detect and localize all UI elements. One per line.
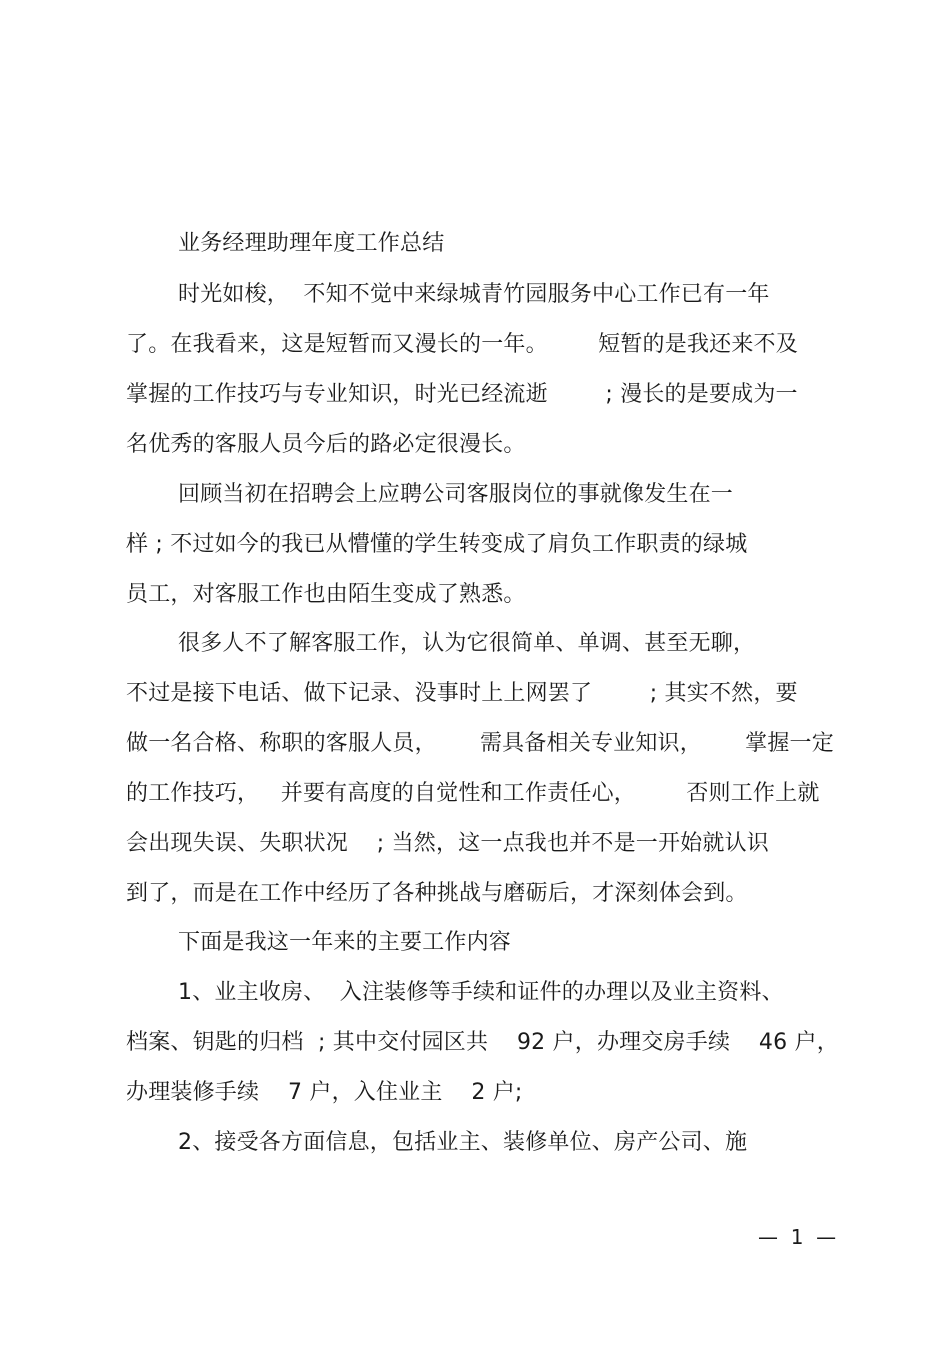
paragraph-line: 样 ; 不过如今的我已从懵懂的学生转变成了肩负工作职责的绿城 <box>126 532 748 557</box>
paragraph-line: 时光如梭， 不知不觉中来绿城青竹园服务中心工作已有一年 <box>178 282 770 307</box>
paragraph-line: 掌握的工作技巧与专业知识，时光已经流逝 ; 漫长的是要成为一 <box>126 382 798 407</box>
paragraph-line: 会出现失误、失职状况 ; 当然，这一点我也并不是一开始就认识 <box>126 831 769 856</box>
paragraph-line: 名优秀的客服人员今后的路必定很漫长。 <box>126 432 526 457</box>
paragraph-line: 不过是接下电话、做下记录、没事时上上网罢了 ; 其实不然，要 <box>126 681 798 706</box>
paragraph-line: 下面是我这一年来的主要工作内容 <box>178 930 512 955</box>
paragraph-line: 做一名合格、称职的客服人员， 需具备相关专业知识， 掌握一定 <box>126 731 834 756</box>
list-item-continuation: 办理装修手续 7 户，入住业主 2 户; <box>126 1080 523 1105</box>
paragraph-line: 了。在我看来，这是短暂而又漫长的一年。 短暂的是我还来不及 <box>126 332 798 357</box>
paragraph-line: 的工作技巧， 并要有高度的自觉性和工作责任心， 否则工作上就 <box>126 781 820 806</box>
paragraph-line: 员工，对客服工作也由陌生变成了熟悉。 <box>126 582 526 607</box>
document-title: 业务经理助理年度工作总结 <box>178 231 445 256</box>
paragraph-line: 到了，而是在工作中经历了各种挑战与磨砺后，才深刻体会到。 <box>126 881 748 906</box>
list-item: 2、接受各方面信息，包括业主、装修单位、房产公司、施 <box>178 1130 748 1155</box>
list-item: 1、业主收房、 入注装修等手续和证件的办理以及业主资料、 <box>178 980 784 1005</box>
page-number: — 1 — <box>758 1225 837 1249</box>
paragraph-line: 很多人不了解客服工作，认为它很简单、单调、甚至无聊， <box>178 631 756 656</box>
paragraph-line: 回顾当初在招聘会上应聘公司客服岗位的事就像发生在一 <box>178 482 734 507</box>
list-item-continuation: 档案、钥匙的归档 ; 其中交付园区共 92 户，办理交房手续 46 户， <box>126 1030 839 1055</box>
